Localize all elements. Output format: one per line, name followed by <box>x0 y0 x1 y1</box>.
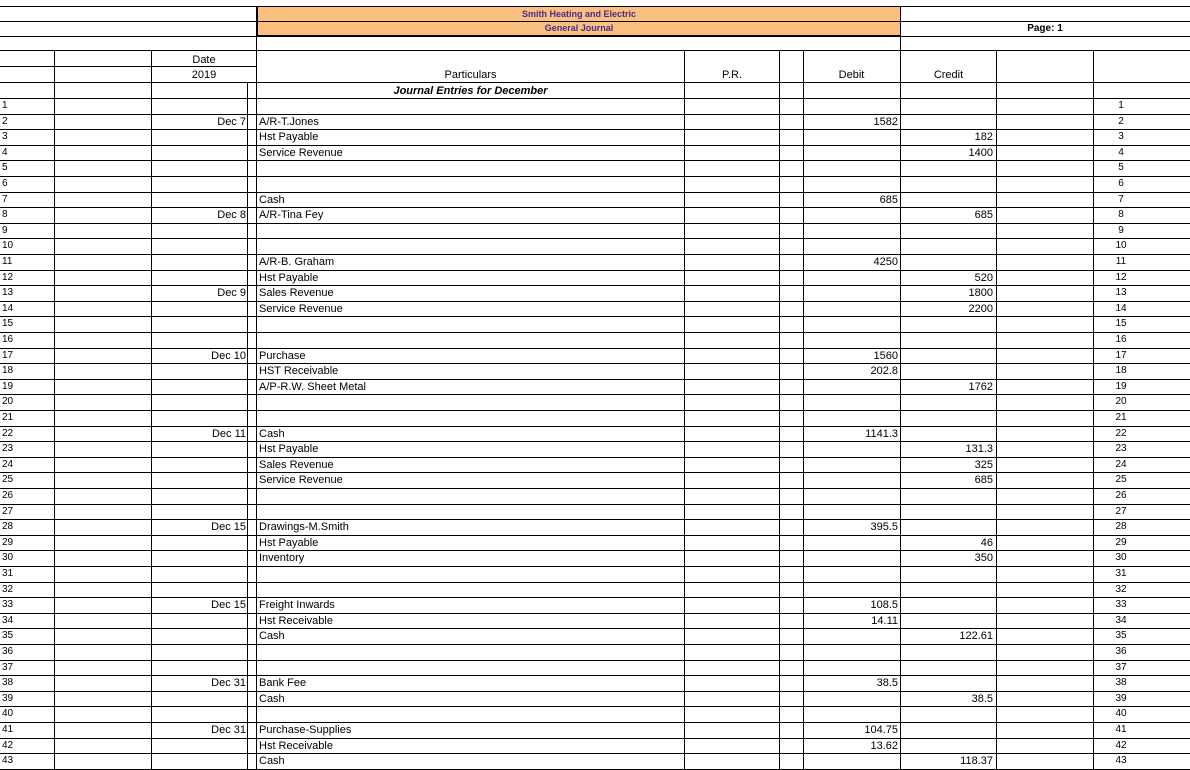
row-number-left[interactable]: 17 <box>2 349 14 361</box>
row-number-left[interactable]: 1 <box>2 100 8 111</box>
row-number-right[interactable]: 19 <box>1115 380 1127 392</box>
entry-particulars[interactable]: Hst Payable <box>259 443 319 456</box>
entry-date[interactable]: Dec 15 <box>211 599 246 612</box>
entry-particulars[interactable]: A/R-T.Jones <box>259 115 319 128</box>
entry-debit[interactable]: 38.5 <box>876 677 898 690</box>
entry-particulars[interactable]: Hst Payable <box>259 131 319 144</box>
section-title: Journal Entries for December <box>393 85 548 97</box>
row-number-right[interactable]: 23 <box>1115 443 1127 455</box>
row-number-left[interactable]: 36 <box>2 646 14 657</box>
entry-date[interactable]: Dec 7 <box>217 115 246 128</box>
row-number-right[interactable]: 35 <box>1115 630 1127 642</box>
row-number-left[interactable]: 6 <box>2 178 8 189</box>
entry-particulars[interactable]: Cash <box>259 193 285 206</box>
row-number-left[interactable]: 41 <box>2 724 14 735</box>
company-name: Smith Heating and Electric <box>521 9 637 19</box>
row-number-left[interactable]: 16 <box>2 334 14 345</box>
entry-debit[interactable]: 395.5 <box>870 521 898 534</box>
row-number-right[interactable]: 6 <box>1118 178 1124 189</box>
pr-header: P.R. <box>722 69 742 81</box>
entry-credit[interactable]: 685 <box>974 209 993 222</box>
row-number-left[interactable]: 35 <box>2 630 14 642</box>
entry-credit[interactable]: 182 <box>974 131 993 144</box>
particulars-header: Particulars <box>444 69 497 81</box>
entry-date[interactable]: Dec 15 <box>211 521 246 534</box>
row-number-right[interactable]: 7 <box>1118 193 1124 205</box>
row-number-left[interactable]: 15 <box>2 318 14 330</box>
entry-particulars[interactable]: Inventory <box>259 552 305 565</box>
entry-debit[interactable]: 13.62 <box>870 739 898 752</box>
row-number-right[interactable]: 26 <box>1115 490 1127 501</box>
row-number-right[interactable]: 27 <box>1115 505 1127 517</box>
journal-title-cell <box>257 21 901 36</box>
entry-particulars[interactable]: Freight Inwards <box>259 599 335 612</box>
journal-name: General Journal <box>544 23 614 33</box>
row-number-right[interactable]: 32 <box>1115 583 1127 595</box>
row-number-right[interactable]: 33 <box>1115 599 1127 611</box>
row-number-left[interactable]: 7 <box>2 193 8 205</box>
entry-particulars[interactable]: Hst Receivable <box>259 614 333 627</box>
row-number-left[interactable]: 29 <box>2 536 14 548</box>
entry-particulars[interactable]: Hst Payable <box>259 271 319 284</box>
entry-debit[interactable]: 108.5 <box>870 599 898 612</box>
row-number-left[interactable]: 5 <box>2 162 8 174</box>
row-number-left[interactable]: 13 <box>2 287 14 299</box>
row-number-right[interactable]: 31 <box>1115 568 1127 579</box>
entry-debit[interactable]: 1141.3 <box>865 427 898 440</box>
row-number-right[interactable]: 18 <box>1115 365 1127 377</box>
row-number-left[interactable]: 21 <box>2 412 14 423</box>
entry-particulars[interactable]: Service Revenue <box>259 302 343 315</box>
row-number-right[interactable]: 12 <box>1115 271 1127 283</box>
row-number-left[interactable]: 39 <box>2 692 14 704</box>
page-number: Page: 1 <box>1027 23 1063 34</box>
row-number-right[interactable]: 20 <box>1115 396 1127 408</box>
date-header: Date <box>192 54 216 66</box>
row-number-left[interactable]: 20 <box>2 396 14 408</box>
entry-credit[interactable]: 350 <box>974 552 993 565</box>
entry-debit[interactable]: 104.75 <box>864 724 898 736</box>
row-number-right[interactable]: 14 <box>1115 302 1127 314</box>
row-number-right[interactable]: 2 <box>1118 115 1124 127</box>
entry-particulars[interactable]: A/P-R.W. Sheet Metal <box>259 380 366 393</box>
entry-particulars[interactable]: Hst Receivable <box>259 739 333 752</box>
row-number-left[interactable]: 25 <box>2 474 14 486</box>
row-number-left[interactable]: 14 <box>2 302 14 314</box>
entry-credit[interactable]: 38.5 <box>971 692 993 705</box>
row-number-right[interactable]: 21 <box>1115 412 1127 423</box>
row-number-right[interactable]: 3 <box>1118 131 1124 143</box>
entry-debit[interactable]: 1582 <box>873 115 898 128</box>
entry-particulars[interactable]: Cash <box>259 630 285 643</box>
row-number-right[interactable]: 37 <box>1115 661 1127 673</box>
row-number-right[interactable]: 17 <box>1115 349 1127 361</box>
row-number-left[interactable]: 24 <box>2 458 14 470</box>
row-number-left[interactable]: 27 <box>2 505 14 517</box>
entry-credit[interactable]: 1800 <box>968 287 993 300</box>
row-number-right[interactable]: 1 <box>1118 100 1124 111</box>
row-number-left[interactable]: 42 <box>2 739 14 751</box>
row-number-right[interactable]: 41 <box>1115 724 1127 735</box>
entry-credit[interactable]: 46 <box>980 536 993 549</box>
entry-particulars[interactable]: Bank Fee <box>259 677 307 690</box>
row-number-left[interactable]: 28 <box>2 521 14 533</box>
row-number-right[interactable]: 15 <box>1115 318 1127 330</box>
row-number-left[interactable]: 10 <box>2 240 14 252</box>
row-number-right[interactable]: 34 <box>1115 614 1127 626</box>
entry-date[interactable]: Dec 10 <box>211 349 246 362</box>
row-number-right[interactable]: 24 <box>1115 458 1127 470</box>
entry-date[interactable]: Dec 8 <box>217 209 246 222</box>
entry-credit[interactable]: 325 <box>974 458 993 471</box>
entry-date[interactable]: Dec 11 <box>211 427 246 440</box>
entry-particulars[interactable]: Cash <box>259 755 285 768</box>
row-number-right[interactable]: 38 <box>1115 677 1127 689</box>
row-number-left[interactable]: 30 <box>2 552 14 564</box>
entry-particulars[interactable]: Purchase-Supplies <box>259 724 352 736</box>
row-number-left[interactable]: 23 <box>2 443 14 455</box>
row-number-right[interactable]: 30 <box>1115 552 1127 564</box>
entry-particulars[interactable]: Hst Payable <box>259 536 319 549</box>
entry-credit[interactable]: 1400 <box>968 146 993 159</box>
entry-particulars[interactable]: Cash <box>259 427 285 440</box>
entry-date[interactable]: Dec 9 <box>217 287 246 300</box>
row-number-right[interactable]: 9 <box>1118 224 1124 236</box>
row-number-right[interactable]: 5 <box>1118 162 1124 174</box>
row-number-left[interactable]: 9 <box>2 224 8 236</box>
entry-credit[interactable]: 685 <box>974 474 993 487</box>
row-number-right[interactable]: 16 <box>1115 334 1127 345</box>
row-number-left[interactable]: 3 <box>2 131 8 143</box>
row-number-left[interactable]: 38 <box>2 677 14 689</box>
row-number-right[interactable]: 4 <box>1118 146 1124 158</box>
row-number-right[interactable]: 42 <box>1115 739 1127 751</box>
row-number-left[interactable]: 2 <box>2 115 8 127</box>
entry-particulars[interactable]: Purchase <box>259 349 306 362</box>
entry-debit[interactable]: 4250 <box>873 256 898 268</box>
entry-particulars[interactable]: Cash <box>259 692 285 705</box>
entry-particulars[interactable]: Sales Revenue <box>259 287 334 300</box>
entry-particulars[interactable]: Service Revenue <box>259 146 343 159</box>
row-number-right[interactable]: 11 <box>1115 256 1127 267</box>
entry-debit[interactable]: 14.11 <box>871 614 898 627</box>
row-number-right[interactable]: 25 <box>1115 474 1127 486</box>
row-number-right[interactable]: 39 <box>1115 692 1127 704</box>
year-header: 2019 <box>191 69 217 81</box>
row-number-right[interactable]: 10 <box>1115 240 1127 252</box>
entry-debit[interactable]: 202.8 <box>870 365 898 378</box>
entry-credit[interactable]: 2200 <box>968 302 993 315</box>
credit-header: Credit <box>933 69 964 81</box>
row-number-left[interactable]: 32 <box>2 583 14 595</box>
company-title-cell <box>257 6 901 22</box>
row-number-left[interactable]: 31 <box>2 568 14 579</box>
row-number-right[interactable]: 8 <box>1118 209 1124 221</box>
entry-credit[interactable]: 1762 <box>968 380 993 393</box>
row-number-right[interactable]: 22 <box>1115 427 1127 439</box>
entry-particulars[interactable]: HST Receivable <box>259 365 339 378</box>
entry-date[interactable]: Dec 31 <box>211 724 246 736</box>
entry-particulars[interactable]: Sales Revenue <box>259 458 334 471</box>
row-number-right[interactable]: 29 <box>1115 536 1127 548</box>
entry-particulars[interactable]: A/R-Tina Fey <box>259 209 324 222</box>
row-number-left[interactable]: 37 <box>2 661 14 673</box>
entry-date[interactable]: Dec 31 <box>211 677 246 690</box>
entry-credit[interactable]: 122.61 <box>959 630 993 643</box>
row-number-right[interactable]: 40 <box>1115 708 1127 720</box>
debit-header: Debit <box>838 69 865 81</box>
row-number-left[interactable]: 12 <box>2 271 14 283</box>
row-number-left[interactable]: 11 <box>2 256 13 267</box>
entry-debit[interactable]: 1560 <box>873 349 898 362</box>
entry-credit[interactable]: 131.3 <box>965 443 993 456</box>
row-number-left[interactable]: 43 <box>2 755 14 767</box>
row-number-right[interactable]: 36 <box>1115 646 1127 657</box>
row-number-right[interactable]: 43 <box>1115 755 1127 767</box>
row-number-right[interactable]: 13 <box>1115 287 1127 299</box>
entry-particulars[interactable]: Service Revenue <box>259 474 343 487</box>
entry-credit[interactable]: 520 <box>974 271 993 284</box>
entry-particulars[interactable]: A/R-B. Graham <box>259 256 335 268</box>
row-number-left[interactable]: 18 <box>2 365 14 377</box>
row-number-right[interactable]: 28 <box>1115 521 1127 533</box>
row-number-left[interactable]: 34 <box>2 614 14 626</box>
row-number-left[interactable]: 22 <box>2 427 14 439</box>
row-number-left[interactable]: 4 <box>2 146 8 158</box>
row-number-left[interactable]: 26 <box>2 490 14 501</box>
entry-debit[interactable]: 685 <box>879 193 898 206</box>
entry-particulars[interactable]: Drawings-M.Smith <box>259 521 349 534</box>
row-number-left[interactable]: 19 <box>2 380 14 392</box>
row-number-left[interactable]: 8 <box>2 209 8 221</box>
row-number-left[interactable]: 33 <box>2 599 14 611</box>
entry-credit[interactable]: 118.37 <box>960 755 993 768</box>
row-number-left[interactable]: 40 <box>2 708 14 720</box>
